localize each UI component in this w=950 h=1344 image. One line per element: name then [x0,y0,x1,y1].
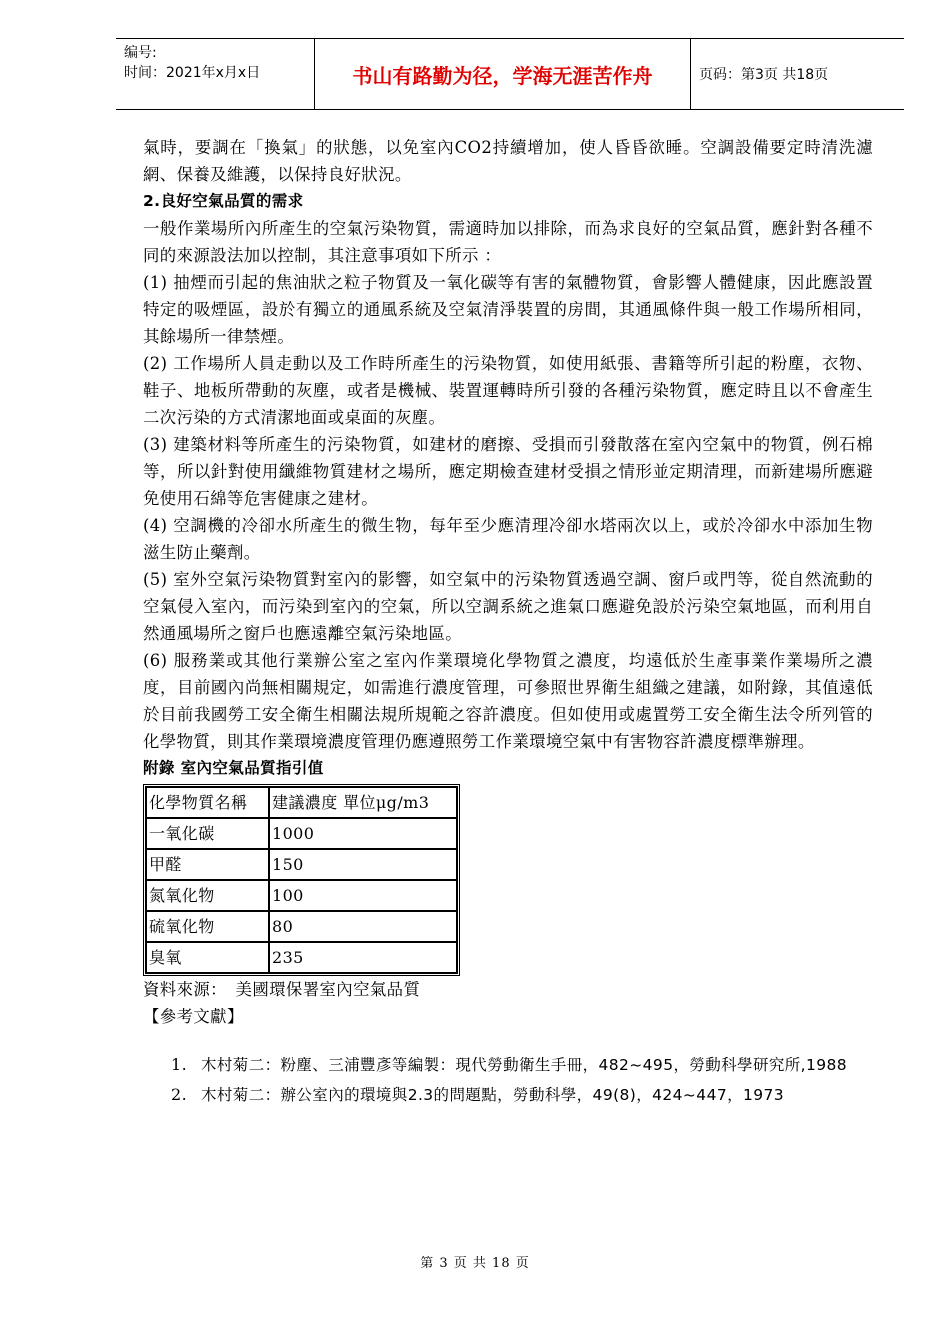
table-header-cell: 建議濃度 單位μg/m3 [269,787,457,818]
list-item-6: (6) 服務業或其他行業辦公室之室內作業環境化學物質之濃度，均遠低於生產事業作業場所之濃度，目前國內尚無相關規定，如需進行濃度管理，可參照世界衛生組織之建議，如附錄，其值遠低於目前我國勞工安全衛生相關法規所規範之容許濃度。但如使用或處置勞工安全衛生法令所列管的化學物質，則其作業環境濃度管理仍應遵照勞工作業環境空氣中有害物容許濃度標準辦理。 [143,651,873,751]
header-page-info: 页码：第3页 共18页 [699,67,829,83]
table-cell-value: 80 [269,911,457,942]
list-item-3: (3) 建築材料等所產生的污染物質，如建材的磨擦、受損而引發散落在室內空氣中的物質，例石棉等，所以針對使用纖維物質建材之場所，應定期檢查建材受損之情形並定期清理，而新建場所應避免使用石綿等危害健康之建材。 [143,435,873,508]
table-row [146,818,457,849]
header-meta [116,39,314,109]
table-header-cell: 化學物質名稱 [146,787,269,818]
header-motto: 书山有路勤为径，学海无涯苦作舟 [314,39,691,109]
reference-item [171,1080,873,1110]
list-item-1: (1) 抽煙而引起的焦油狀之粒子物質及一氧化碳等有害的氣體物質，會影響人體健康，因此應設置特定的吸煙區，設於有獨立的通風系統及空氣清淨裝置的房間，其通風條件與一般工作場所相同，其餘場所一律禁煙。 [143,273,873,346]
reference-number: 2. [171,1085,188,1104]
reference-text: 木村菊二：粉塵、三浦豐彥等編製：現代勞動衛生手冊，482~495，勞動科學研究所,1988 [201,1056,848,1074]
table-row [146,942,457,973]
table-cell-value: 100 [269,880,457,911]
list-item-4: (4) 空調機的冷卻水所產生的微生物，每年至少應清理冷卻水塔兩次以上，或於冷卻水中添加生物滋生防止藥劑。 [143,516,873,562]
reference-text: 木村菊二：辦公室內的環境與2.3的問題點，勞動科學，49(8)，424~447，1973 [201,1086,785,1104]
date-label: 时间：2021年x月x日 [124,65,261,81]
reference-list [143,1050,873,1110]
table-source: 資料來源： 美國環保署室內空氣品質 [143,980,421,999]
page-header [116,38,904,110]
table-row [146,849,457,880]
code-label: 编号: [124,45,157,61]
table-cell-value: 1000 [269,818,457,849]
table-cell-substance: 一氧化碳 [146,818,269,849]
table-row [146,880,457,911]
reference-number: 1. [171,1055,188,1074]
reference-item [171,1050,873,1080]
table-header-row [146,787,457,818]
table-cell-substance: 氮氧化物 [146,880,269,911]
page-footer: 第 3 页 共 18 页 [420,1256,530,1271]
paragraph-continued: 氣時，要調在「換氣」的狀態，以免室內CO2持續增加，使人昏昏欲睡。空調設備要定時清洗濾網、保養及維護，以保持良好狀況。 [143,138,873,184]
table-cell-value: 150 [269,849,457,880]
list-item-2: (2) 工作場所人員走動以及工作時所產生的污染物質，如使用紙張、書籍等所引起的粉塵，衣物、鞋子、地板所帶動的灰塵，或者是機械、裝置運轉時所引發的各種污染物質，應定時且以不會產生二次污染的方式清潔地面或桌面的灰塵。 [143,354,873,427]
appendix-title: 附錄 室內空氣品質指引值 [143,759,324,777]
table-cell-value: 235 [269,942,457,973]
references-title: 【參考文獻】 [143,1007,244,1026]
table-cell-substance: 臭氧 [146,942,269,973]
paragraph-intro: 一般作業場所內所產生的空氣污染物質，需適時加以排除，而為求良好的空氣品質，應針對各種不同的來源設法加以控制，其注意事項如下所示 ： [143,219,873,265]
section-title: 2.良好空氣品質的需求 [143,192,304,210]
air-quality-table [143,784,460,976]
table-cell-substance: 硫氧化物 [146,911,269,942]
document-body [143,134,873,1110]
list-item-5: (5) 室外空氣污染物質對室內的影響，如空氣中的污染物質透過空調、窗戶或門等，從自然流動的空氣侵入室內，而污染到室內的空氣，所以空調系統之進氣口應避免設於污染空氣地區，而利用自然通風場所之窗戶也應遠離空氣污染地區。 [143,570,873,643]
table-row [146,911,457,942]
table-cell-substance: 甲醛 [146,849,269,880]
